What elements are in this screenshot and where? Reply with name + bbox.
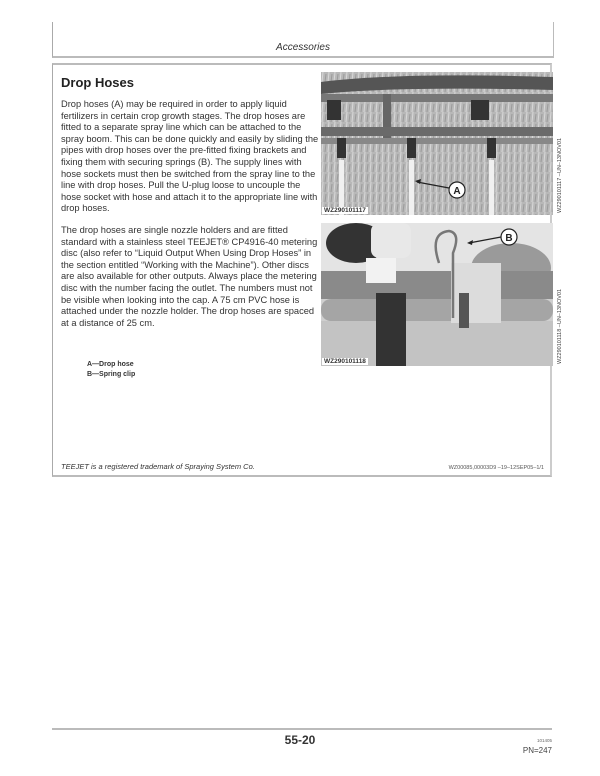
- figure-spring-clip-photo: [321, 223, 553, 366]
- page-header: [52, 22, 554, 58]
- page-number: 55-20: [284, 733, 316, 747]
- figure-code-1: WZ290101117: [324, 207, 366, 214]
- footer-divider: [52, 728, 552, 730]
- section-title: Drop Hoses: [61, 75, 134, 90]
- spring-clip-illustration: [321, 223, 553, 366]
- content-section: [52, 63, 563, 477]
- document-reference: WZ00085,00003D9 –19–12SEP05–1/1: [448, 465, 544, 471]
- callout-b: B: [505, 233, 513, 244]
- paragraph-2: The drop hoses are single nozzle holders and are fitted standard with a stainless steel TEEJET® CP4916-40 metering disc (also refer to “Liquid Output When Using Drop Hoses” in the section entitled “Working with the Machine”). Other discs are also available for other outputs. Always place the metering disc with the number facing the outlet. The numbers must not be visible when looking into the cap. A 75 cm PVC hose is attached under the nozzle holder. The drop hoses are spaced at a distance of 25 cm.: [61, 225, 318, 328]
- figure-side-code-2: WZ290101118 –UN–13NOV01: [557, 288, 563, 364]
- footer-small-code: 101405: [536, 738, 552, 743]
- callout-a: A: [453, 186, 461, 197]
- trademark-footnote: TEEJET is a registered trademark of Spraying System Co.: [61, 462, 255, 471]
- figure-legend: [87, 360, 135, 380]
- figure-drop-hoses-photo: [321, 72, 553, 215]
- paragraph-1: Drop hoses (A) may be required in order to apply liquid fertilizers in certain crop growth stages. The drop hoses are fitted to a separate spray line which can be attached to the spray boom. This can be done quickly and easily by sliding the pipes with drop hoses over the pre-fitted fixing brackets and fixing them with securing springs (B). The supply lines with hose sockets must then be switched from the spray line to the line with drop hoses. Pull the U-plug loose to uncouple the hose socket with hose and attach it to the appropriate line with drop hoses.: [61, 99, 319, 214]
- figure-code-2: WZ290101118: [324, 358, 366, 365]
- legend-item-a: A—Drop hose: [87, 361, 134, 368]
- figure-side-code-1: WZ290101117 –UN–13NOV01: [557, 137, 563, 213]
- legend-item-b: B—Spring clip: [87, 371, 136, 378]
- header-title: Accessories: [276, 42, 330, 53]
- drop-hoses-illustration: [321, 72, 553, 215]
- pn-label: PN=247: [522, 746, 552, 755]
